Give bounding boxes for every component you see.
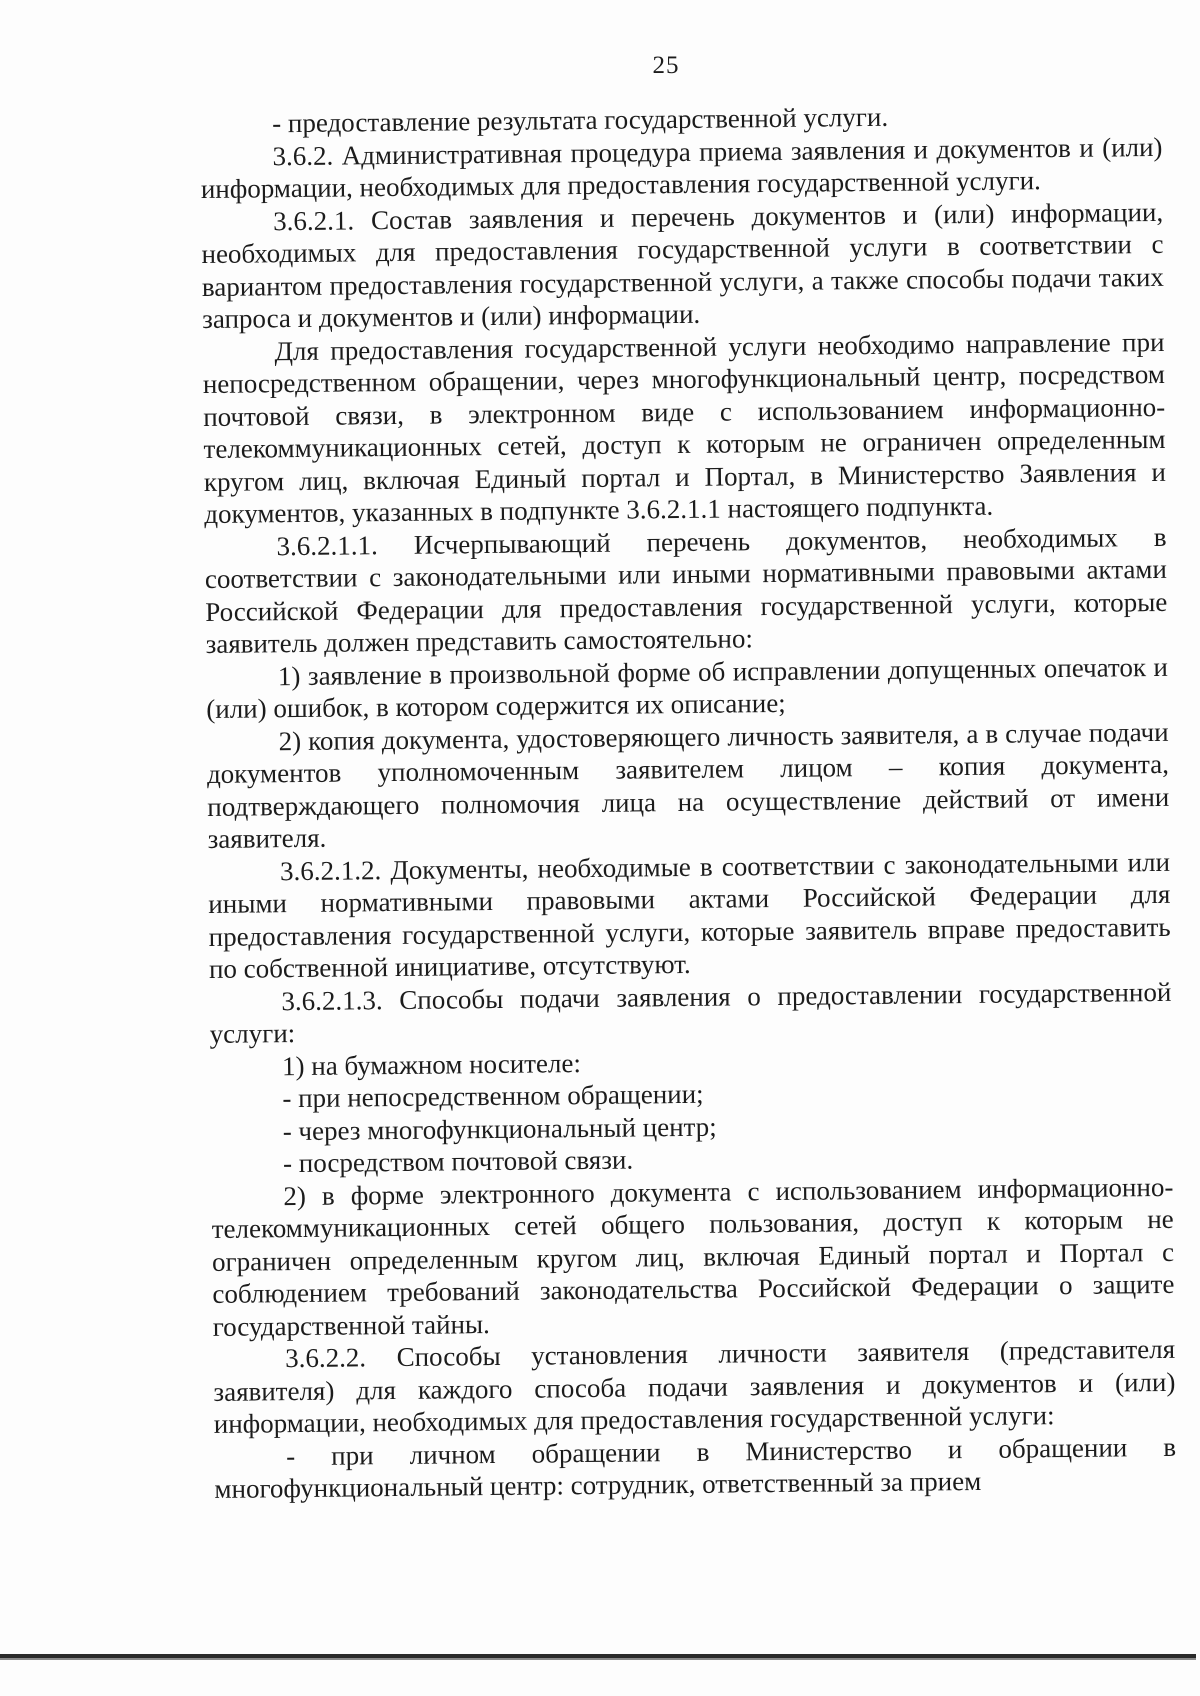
document-body — [200, 98, 1177, 1505]
paragraph: 3.6.2.1.3. Способы подачи заявления о предоставлении государственной услуги: — [209, 976, 1172, 1049]
list-item: 1) заявление в произвольной форме об исправлении допущенных опечаток и (или) ошибок, в котором содержится их описание; — [206, 651, 1169, 724]
paragraph: 3.6.2.1.2. Документы, необходимые в соответствии с законодательными или иными нормативными правовыми актами Российской Федерации для предоставления государственной услуги, которые заявитель вправе предоставить по собственной инициативе, отсутствуют. — [208, 846, 1171, 984]
paragraph: 3.6.2.1. Состав заявления и перечень документов и (или) информации, необходимых для предоставления государственной услуги в соответствии с вариантом предоставления государственной услуги, а также способы подачи таких запроса и документов и (или) информации. — [201, 196, 1164, 334]
list-item: - через многофункциональный центр; — [282, 1111, 717, 1146]
paragraph: 3.6.2. Административная процедура приема заявления и документов и (или) информации, необходимых для предоставления государственной услуги. — [200, 131, 1163, 204]
paragraph: 3.6.2.2. Способы установления личности заявителя (представителя заявителя) для каждого способа подачи заявления и документов и (или) информации, необходимых для предоставления государственной услуги: — [213, 1333, 1176, 1439]
paragraph: 3.6.2.1.1. Исчерпывающий перечень документов, необходимых в соответствии с законодательными или иными нормативными правовыми актами Российской Федерации для предоставления государственной услуги, которые заявитель должен представить самостоятельно: — [204, 521, 1168, 659]
list-item: - при непосредственном обращении; — [282, 1078, 704, 1114]
paragraph: - предоставление результата государственной услуги. — [272, 101, 889, 139]
page-number: 25 — [652, 52, 680, 79]
paragraph: Для предоставления государственной услуги необходимо направление при непосредственном обращении, через многофункциональный центр, посредством почтовой связи, в электронном виде с использованием информационно-телекоммуникационных сетей, доступ к которым не ограничен определенным кругом лиц, включая Единый портал и Портал, в Министерство Заявления и документов, указанных в подпункте 3.6.2.1.1 настоящего подпункта. — [202, 326, 1167, 529]
list-item: 2) копия документа, удостоверяющего личность заявителя, а в случае подачи документов уполномоченным заявителем лицом – копия документа, подтверждающего полномочия лица на осуществление действий от имени заявителя. — [206, 716, 1170, 854]
list-item: - посредством почтовой связи. — [282, 1144, 634, 1179]
list-item: - при личном обращении в Министерство и обращении в многофункциональный центр: сотрудник, ответственный за прием — [214, 1431, 1177, 1504]
list-item: 2) в форме электронного документа с использованием информационно-телекоммуникационных сетей общего пользования, доступ к которым не ограничен определенным кругом лиц, включая Единый портал и Портал с соблюдением требований законодательства Российской Федерации о защите государственной тайны. — [211, 1171, 1175, 1342]
bottom-scan-edge-shadow — [0, 1658, 1196, 1660]
list-item: 1) на бумажном носителе: — [281, 1047, 582, 1081]
